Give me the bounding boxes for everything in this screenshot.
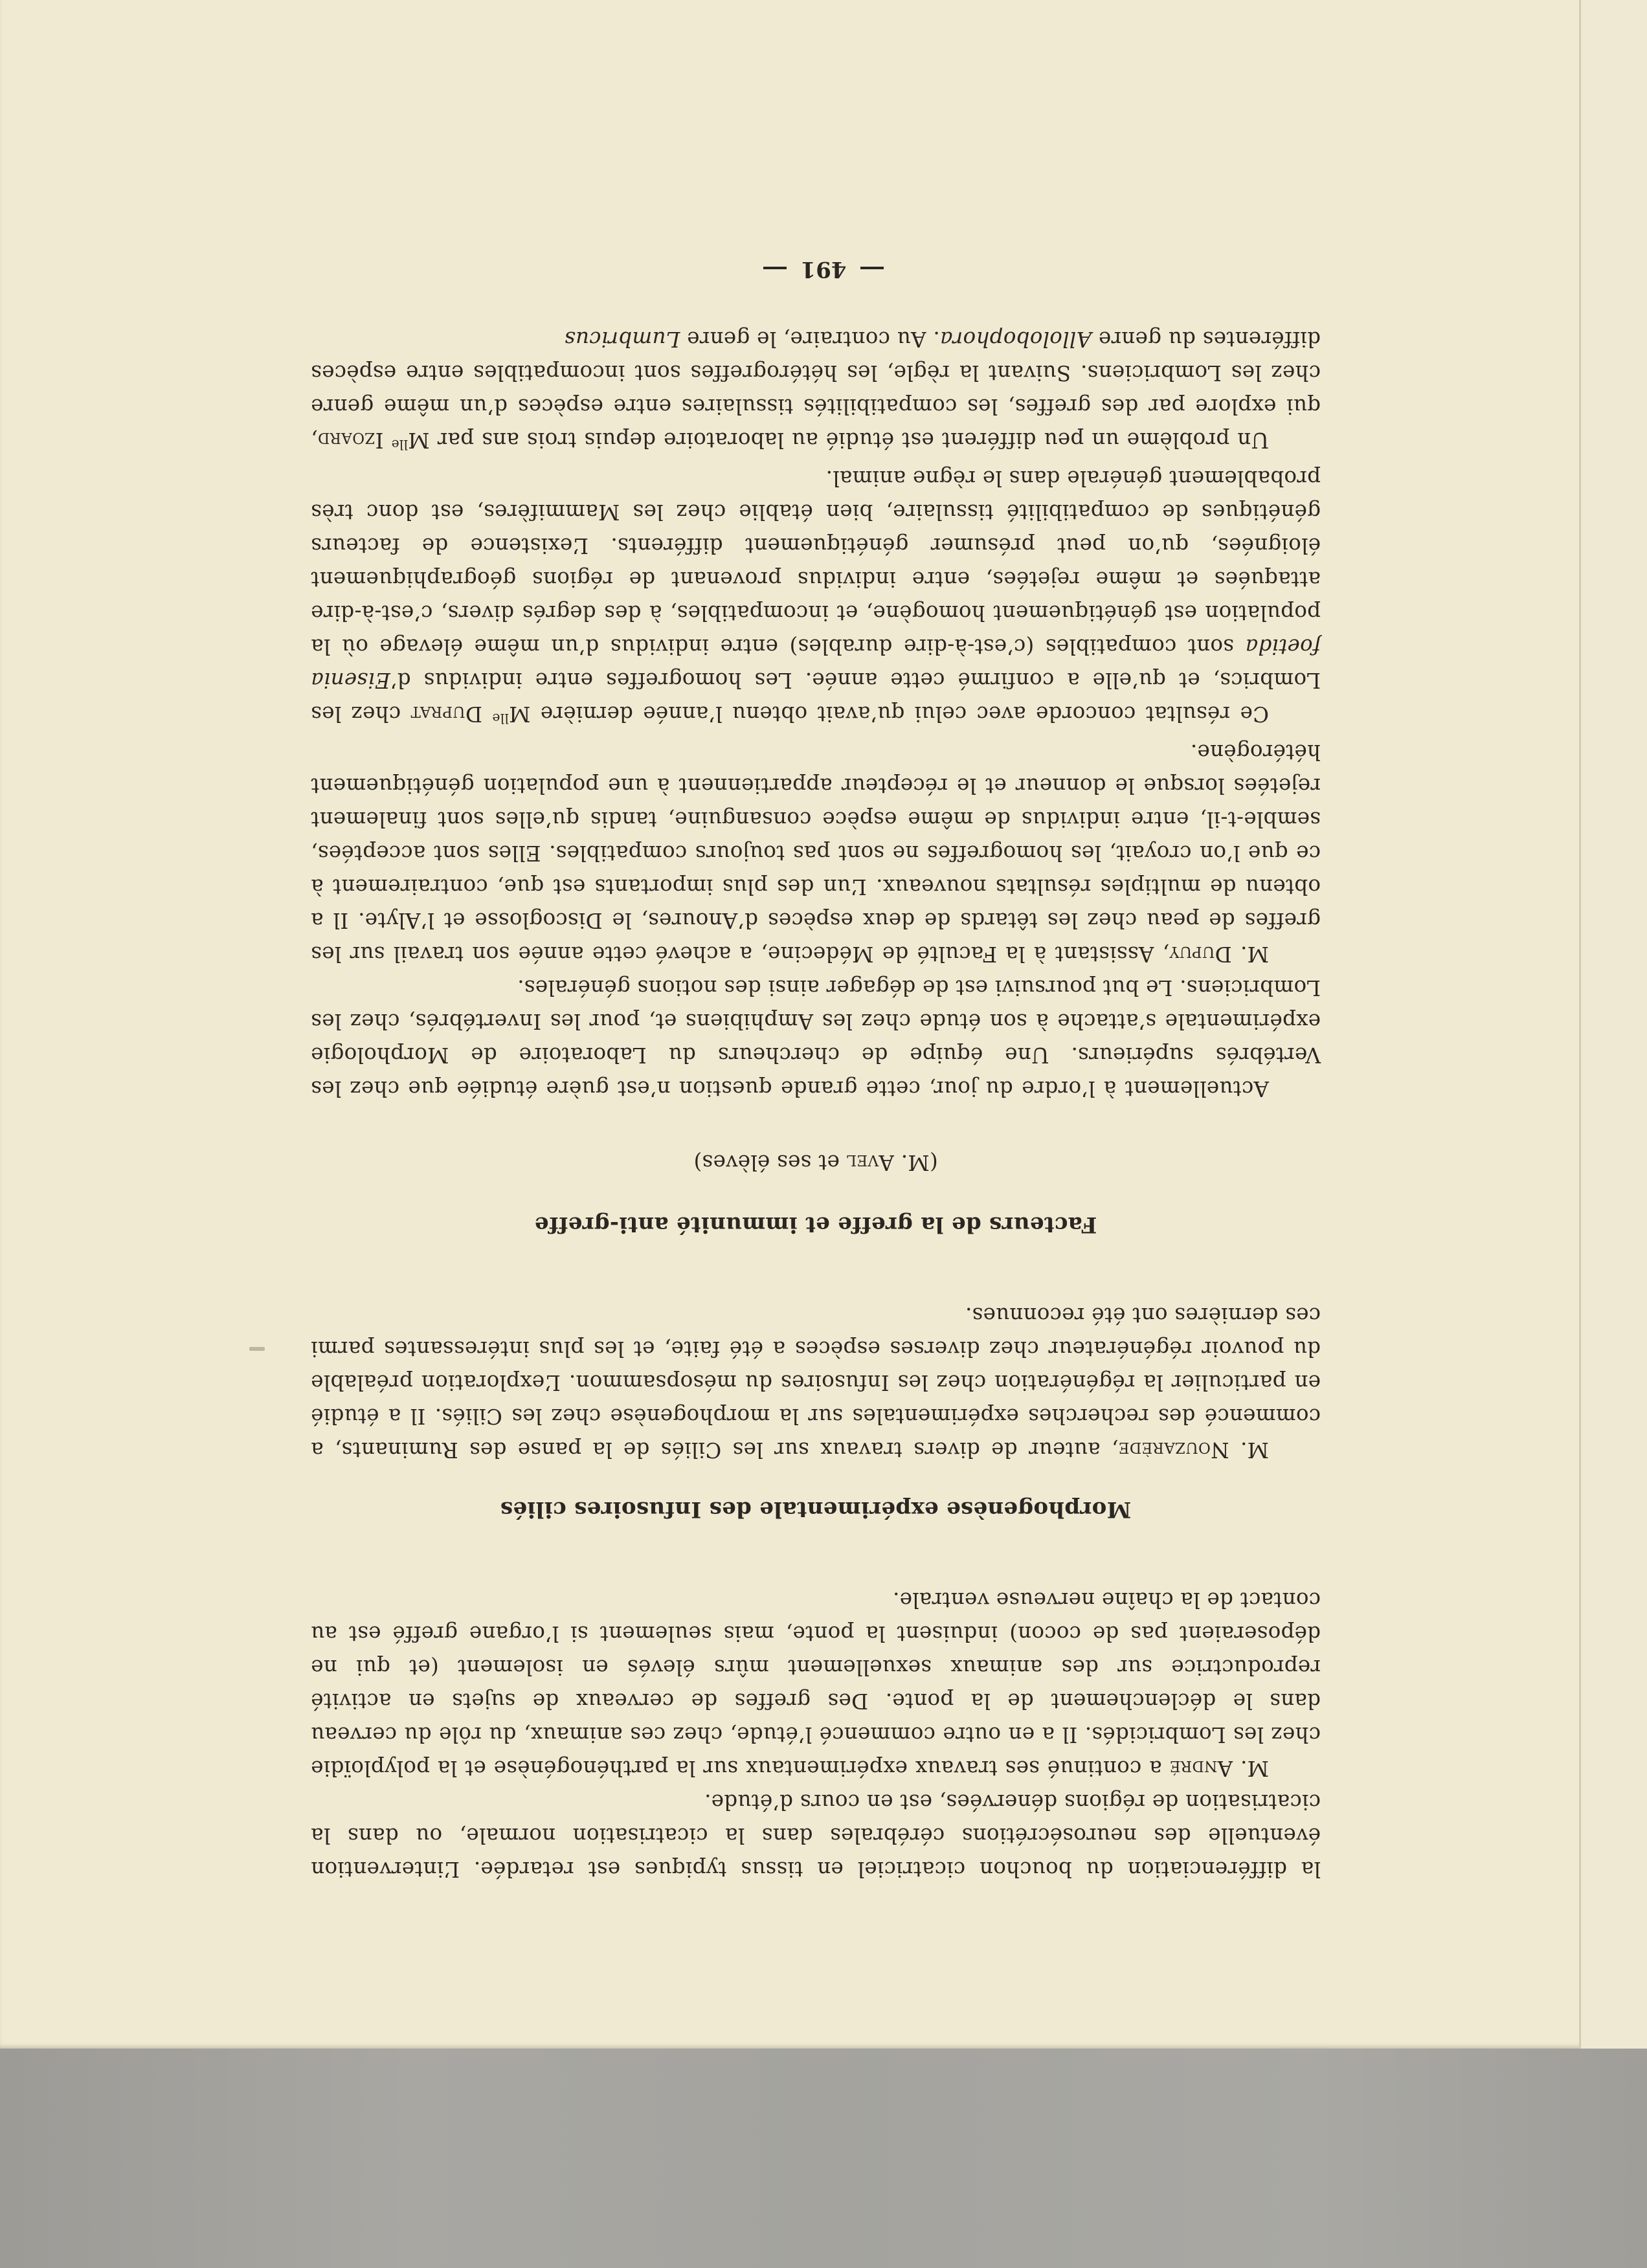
title-superscript: lle xyxy=(492,711,509,726)
margin-pencil-mark xyxy=(249,1347,265,1351)
species-name: Eisenia foetida xyxy=(311,634,1321,693)
paragraph-actuellement: Actuellement à l’ordre du jour, cette grande question n’est guère étudiée que chez les Vertébrés supérieurs. Une équipe de chercheurs du Laboratoire de Morphologie expérimentale s’attache à son étude chez les Amphibiens et, pour les Invertébrés, chez les Lombriciens. Le but poursuivi est de dégager ainsi des notions générales. xyxy=(311,975,1321,1101)
paragraph-andre xyxy=(311,1583,1321,1785)
genus-name: Allolobophora xyxy=(939,326,1092,351)
title-superscript: lle xyxy=(391,436,409,452)
section-heading-morphogenese: Morphogenèse expérimentale des Infusoires ciliés xyxy=(500,1496,1132,1522)
paragraph-izoard xyxy=(311,322,1321,461)
authors-prefix: (M. xyxy=(893,1150,938,1175)
authors-suffix: et ses élèves) xyxy=(693,1150,847,1175)
paragraph-text: sont compatibles (c’est-à-dire durables) entre individus d’un même élevage où la population est génétiquement homogène, et incompatibles, à des degrés divers, c’est-à-dire attaquées et même rejetées, entre individus provenant de régions géographiquement éloignées, qu’on peut présumer génétiquement différents. L’existence de facteurs génétiques de compatibilité tissulaire, bien établie chez les Mammifères, est donc très probablement générale dans le règne animal. xyxy=(311,465,1321,659)
page-number-value: 491 xyxy=(800,256,847,282)
paragraph-text: . Au contraire, le genre xyxy=(680,326,940,351)
page-number xyxy=(0,256,1647,282)
paragraph-text: , Assistant à la Faculté de Médecine, a achevé cette année son travail sur les greffes de peau chez les têtards de deux espèces d’Anoures, le Discoglosse et l’Alyte. Il a obtenu de multiples résultats nouveaux. L’un des plus importants est que, contrairement à ce que l’on croyait, les homogreffes ne sont pas toujours compatibles. Elles sont acceptées, semble-t-il, entre individus de même espèce consanguine, tandis qu’elles sont finalement rejetées lorsque le donneur et le récepteur appartiennent à une population génétiquement hétérogène. xyxy=(311,740,1321,966)
paragraph-text: a continué ses travaux expérimentaux sur la parthénogénèse et la polyploïdie chez les Lombricidés. Il a en outre commencé l’étude, chez ces animaux, du rôle du cerveau dans le déclenchement de la ponte. Des greffes de cerveaux de sujets en activité reproductrice sur des animaux sexuellement mûrs élevés en isolement (et qui ne déposeraient pas de cocon) induisent la ponte, mais seulement si l’organe greffé est au contact de la chaîne nerveuse ventrale. xyxy=(311,1588,1321,1781)
title-abbrev: M xyxy=(408,427,430,452)
dash-left xyxy=(861,267,884,269)
author-name: Duprat xyxy=(410,701,482,726)
author-name: Avel xyxy=(846,1150,894,1175)
author-name: Izoard xyxy=(317,427,384,452)
paragraph-text: , qui explore par des greffes, les compatibilités tissulaires entre espèces d’un même genre chez les Lombriciens. Suivant la règle, les hétérogreffes sont incompatibles entre espèces différentes du genre xyxy=(311,326,1321,452)
paragraph-text: chez les Lombrics, et qu’elle a confirmé cette année. Les homogreffes entre individus d’ xyxy=(311,667,1321,726)
paragraph-text: , auteur de divers travaux sur les Ciliés de la panse des Ruminants, a commencé des recherches expérimentales sur la morphogenèse chez les Ciliés. Il a étudié en particulier la régénération chez les Infusoires du mésopsammon. L’exploration préalable du pouvoir régénérateur chez diverses espèces a été faite, et les plus intéressantes parmi ces dernières ont été reconnues. xyxy=(311,1303,1321,1462)
paragraph-nouzarede xyxy=(311,1298,1321,1467)
paragraph-text: Ce résultat concorde avec celui qu’avait obtenu l’année dernière xyxy=(530,701,1269,726)
dash-right xyxy=(763,267,787,269)
binding-edge xyxy=(1581,0,1647,2049)
paragraph-duprat xyxy=(311,461,1321,735)
section-authors xyxy=(311,1146,1321,1179)
author-name: M. André xyxy=(1169,1756,1269,1781)
genus-name: Lumbricus xyxy=(564,326,680,351)
page-fold-line xyxy=(1579,0,1581,2049)
body-text xyxy=(311,322,1321,1886)
section-heading-greffe: Facteurs de la greffe et immunité anti-greffe xyxy=(534,1212,1097,1238)
author-name: M. Dupuy xyxy=(1169,942,1269,966)
author-name: M. Nouzarède xyxy=(1118,1438,1269,1462)
scanner-bed-background xyxy=(0,2049,1647,2268)
title-abbrev: M xyxy=(508,701,531,726)
paragraph-dupuy xyxy=(311,735,1321,971)
paragraph-continuation: la différenciation du bouchon cicatriciel en tissus typiques est retardée. L’intervention éventuelle des neurosécrétions cérébrales dans la cicatrisation normale, ou dans la cicatrisation de régions dénervées, est en cours d’étude. xyxy=(311,1790,1321,1882)
paragraph-text: Un problème un peu différent est étudié au laboratoire depuis trois ans par xyxy=(429,427,1269,452)
